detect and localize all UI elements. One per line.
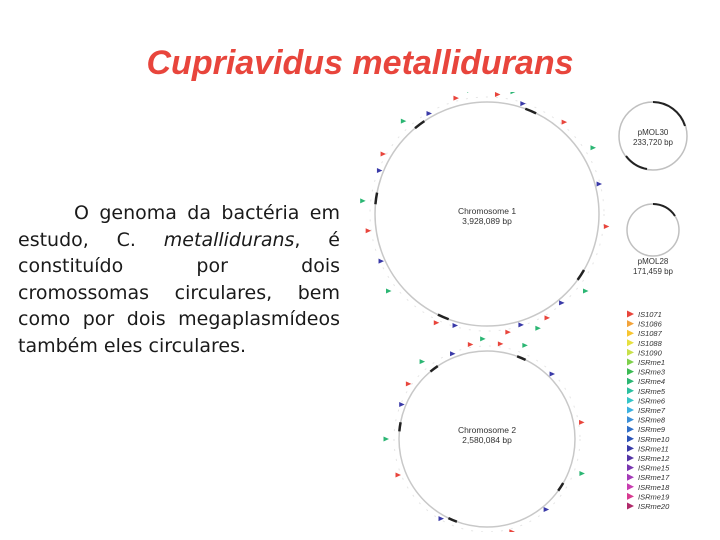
gene-segment	[517, 356, 525, 360]
legend-label: ISRme1	[638, 358, 666, 367]
is-element-marker	[495, 92, 501, 97]
is-element-marker	[591, 145, 597, 150]
is-element-marker	[467, 92, 473, 93]
is-element-marker	[518, 322, 524, 327]
pmol28-size: 171,459 bp	[632, 267, 674, 276]
legend-label: IS1086	[638, 319, 662, 329]
plasmid-pmol28-map	[627, 204, 679, 276]
legend-marker	[627, 378, 634, 385]
is-element-marker	[535, 326, 541, 331]
body-text-part2: , é constituído por dois cromossomas circulares, bem como por dois megaplasmídeos também eles circulares.	[18, 228, 340, 357]
legend-marker	[627, 320, 634, 327]
legend-marker	[627, 339, 634, 346]
legend-label: ISRme3	[638, 367, 666, 377]
pmol30-segment	[626, 156, 647, 169]
is-element-marker	[434, 320, 440, 325]
is-element-marker	[384, 437, 390, 442]
legend-label: ISRme15	[638, 463, 670, 473]
gene-segment	[525, 109, 536, 114]
legend-marker	[627, 483, 634, 490]
is-element-marker	[406, 381, 412, 386]
genome-map-figure	[355, 92, 715, 532]
legend-marker	[627, 359, 634, 366]
legend-label: IS1088	[638, 338, 662, 348]
is-element-marker	[401, 119, 407, 124]
is-element-marker	[453, 323, 459, 328]
is-element-marker	[395, 472, 401, 477]
legend-label: ISRme18	[638, 482, 670, 492]
is-element-marker	[550, 371, 556, 376]
legend-marker	[627, 474, 634, 481]
legend-label: IS1090	[638, 348, 662, 358]
is-element-marker	[583, 288, 589, 293]
pmol30-segment	[653, 102, 685, 126]
legend-label: ISRme12	[638, 454, 670, 463]
is-element-marker	[509, 529, 515, 532]
gene-segment	[399, 422, 400, 431]
is-element-marker	[399, 402, 405, 407]
chromosome1-name: Chromosome 1	[457, 206, 517, 216]
legend-label: ISRme9	[638, 425, 666, 435]
legend-marker	[627, 503, 634, 510]
legend-marker	[627, 464, 634, 471]
legend-label: IS1087	[638, 329, 662, 339]
legend-marker	[627, 445, 634, 452]
is-element-marker	[520, 101, 526, 106]
gene-segment	[558, 483, 563, 491]
pmol28-name: pMOL28	[637, 257, 669, 266]
legend-marker	[627, 407, 634, 414]
pmol30-size: 233,720 bp	[632, 138, 674, 147]
slide-body-text	[18, 200, 340, 359]
body-text-species: metallidurans	[163, 228, 295, 251]
chromosome1-size: 3,928,089 bp	[462, 216, 512, 226]
plasmid-pmol30-map	[619, 102, 687, 170]
legend-marker	[627, 349, 634, 356]
legend-marker	[627, 455, 634, 462]
legend-label: ISRme8	[638, 415, 666, 425]
is-element-marker	[386, 288, 392, 293]
is-element-marker	[505, 330, 511, 335]
is-element-marker	[597, 181, 603, 186]
is-element-marker	[559, 300, 565, 305]
legend-marker	[627, 387, 634, 394]
legend-label: ISRme6	[638, 396, 666, 406]
is-element-marker	[544, 507, 550, 512]
gene-segment	[375, 193, 377, 205]
legend-label: ISRme5	[638, 386, 666, 396]
is-element-marker	[381, 152, 387, 157]
is-element-marker	[545, 315, 551, 320]
legend-marker	[627, 426, 634, 433]
gene-segment	[415, 121, 424, 128]
body-text-part1: O genoma da bactéria em estudo, C.	[18, 202, 340, 251]
is-element-marker	[360, 198, 366, 203]
is-element-marker	[453, 96, 459, 101]
gene-segment	[448, 518, 456, 522]
is-element-marker	[379, 259, 385, 264]
legend-marker	[627, 311, 634, 318]
slide-title: Cupriavidus metallidurans	[146, 44, 574, 82]
pmol30-name: pMOL30	[637, 128, 669, 137]
is-element-marker	[439, 516, 445, 521]
chromosome2-name: Chromosome 2	[457, 425, 517, 435]
legend-marker	[627, 435, 634, 442]
legend-marker	[627, 368, 634, 375]
legend-marker	[627, 416, 634, 423]
is-element-marker	[510, 92, 516, 94]
chromosome2-map	[384, 341, 585, 532]
gene-segment	[578, 270, 584, 280]
legend-label: IS1071	[638, 310, 662, 319]
gene-segment	[438, 315, 449, 320]
is-element-marker	[604, 224, 610, 229]
legend-marker	[627, 493, 634, 500]
pmol28-segment	[653, 204, 675, 216]
legend-label: ISRme20	[638, 502, 670, 511]
chromosome1-map	[360, 92, 609, 341]
is-element-marker	[450, 351, 456, 356]
is-element-marker	[579, 420, 585, 425]
chromosome2-size: 2,580,084 bp	[462, 435, 512, 445]
is-element-marker	[480, 336, 486, 341]
legend-label: ISRme17	[638, 473, 670, 483]
is-element-marker	[579, 471, 585, 476]
is-element-marker	[377, 168, 383, 173]
is-element-marker	[498, 341, 504, 346]
legend-marker	[627, 397, 634, 404]
legend-marker	[627, 330, 634, 337]
is-element-marker	[468, 342, 474, 347]
legend-label: ISRme19	[638, 492, 670, 502]
legend-label: ISRme10	[638, 434, 670, 444]
legend-label: ISRme4	[638, 377, 666, 387]
is-element-marker	[562, 120, 568, 125]
legend-label: ISRme7	[638, 406, 666, 415]
is-element-legend	[627, 310, 670, 511]
is-element-marker	[366, 228, 372, 233]
is-element-marker	[522, 343, 528, 348]
is-element-marker	[420, 359, 426, 364]
gene-segment	[430, 366, 437, 372]
legend-label: ISRme11	[638, 444, 669, 454]
